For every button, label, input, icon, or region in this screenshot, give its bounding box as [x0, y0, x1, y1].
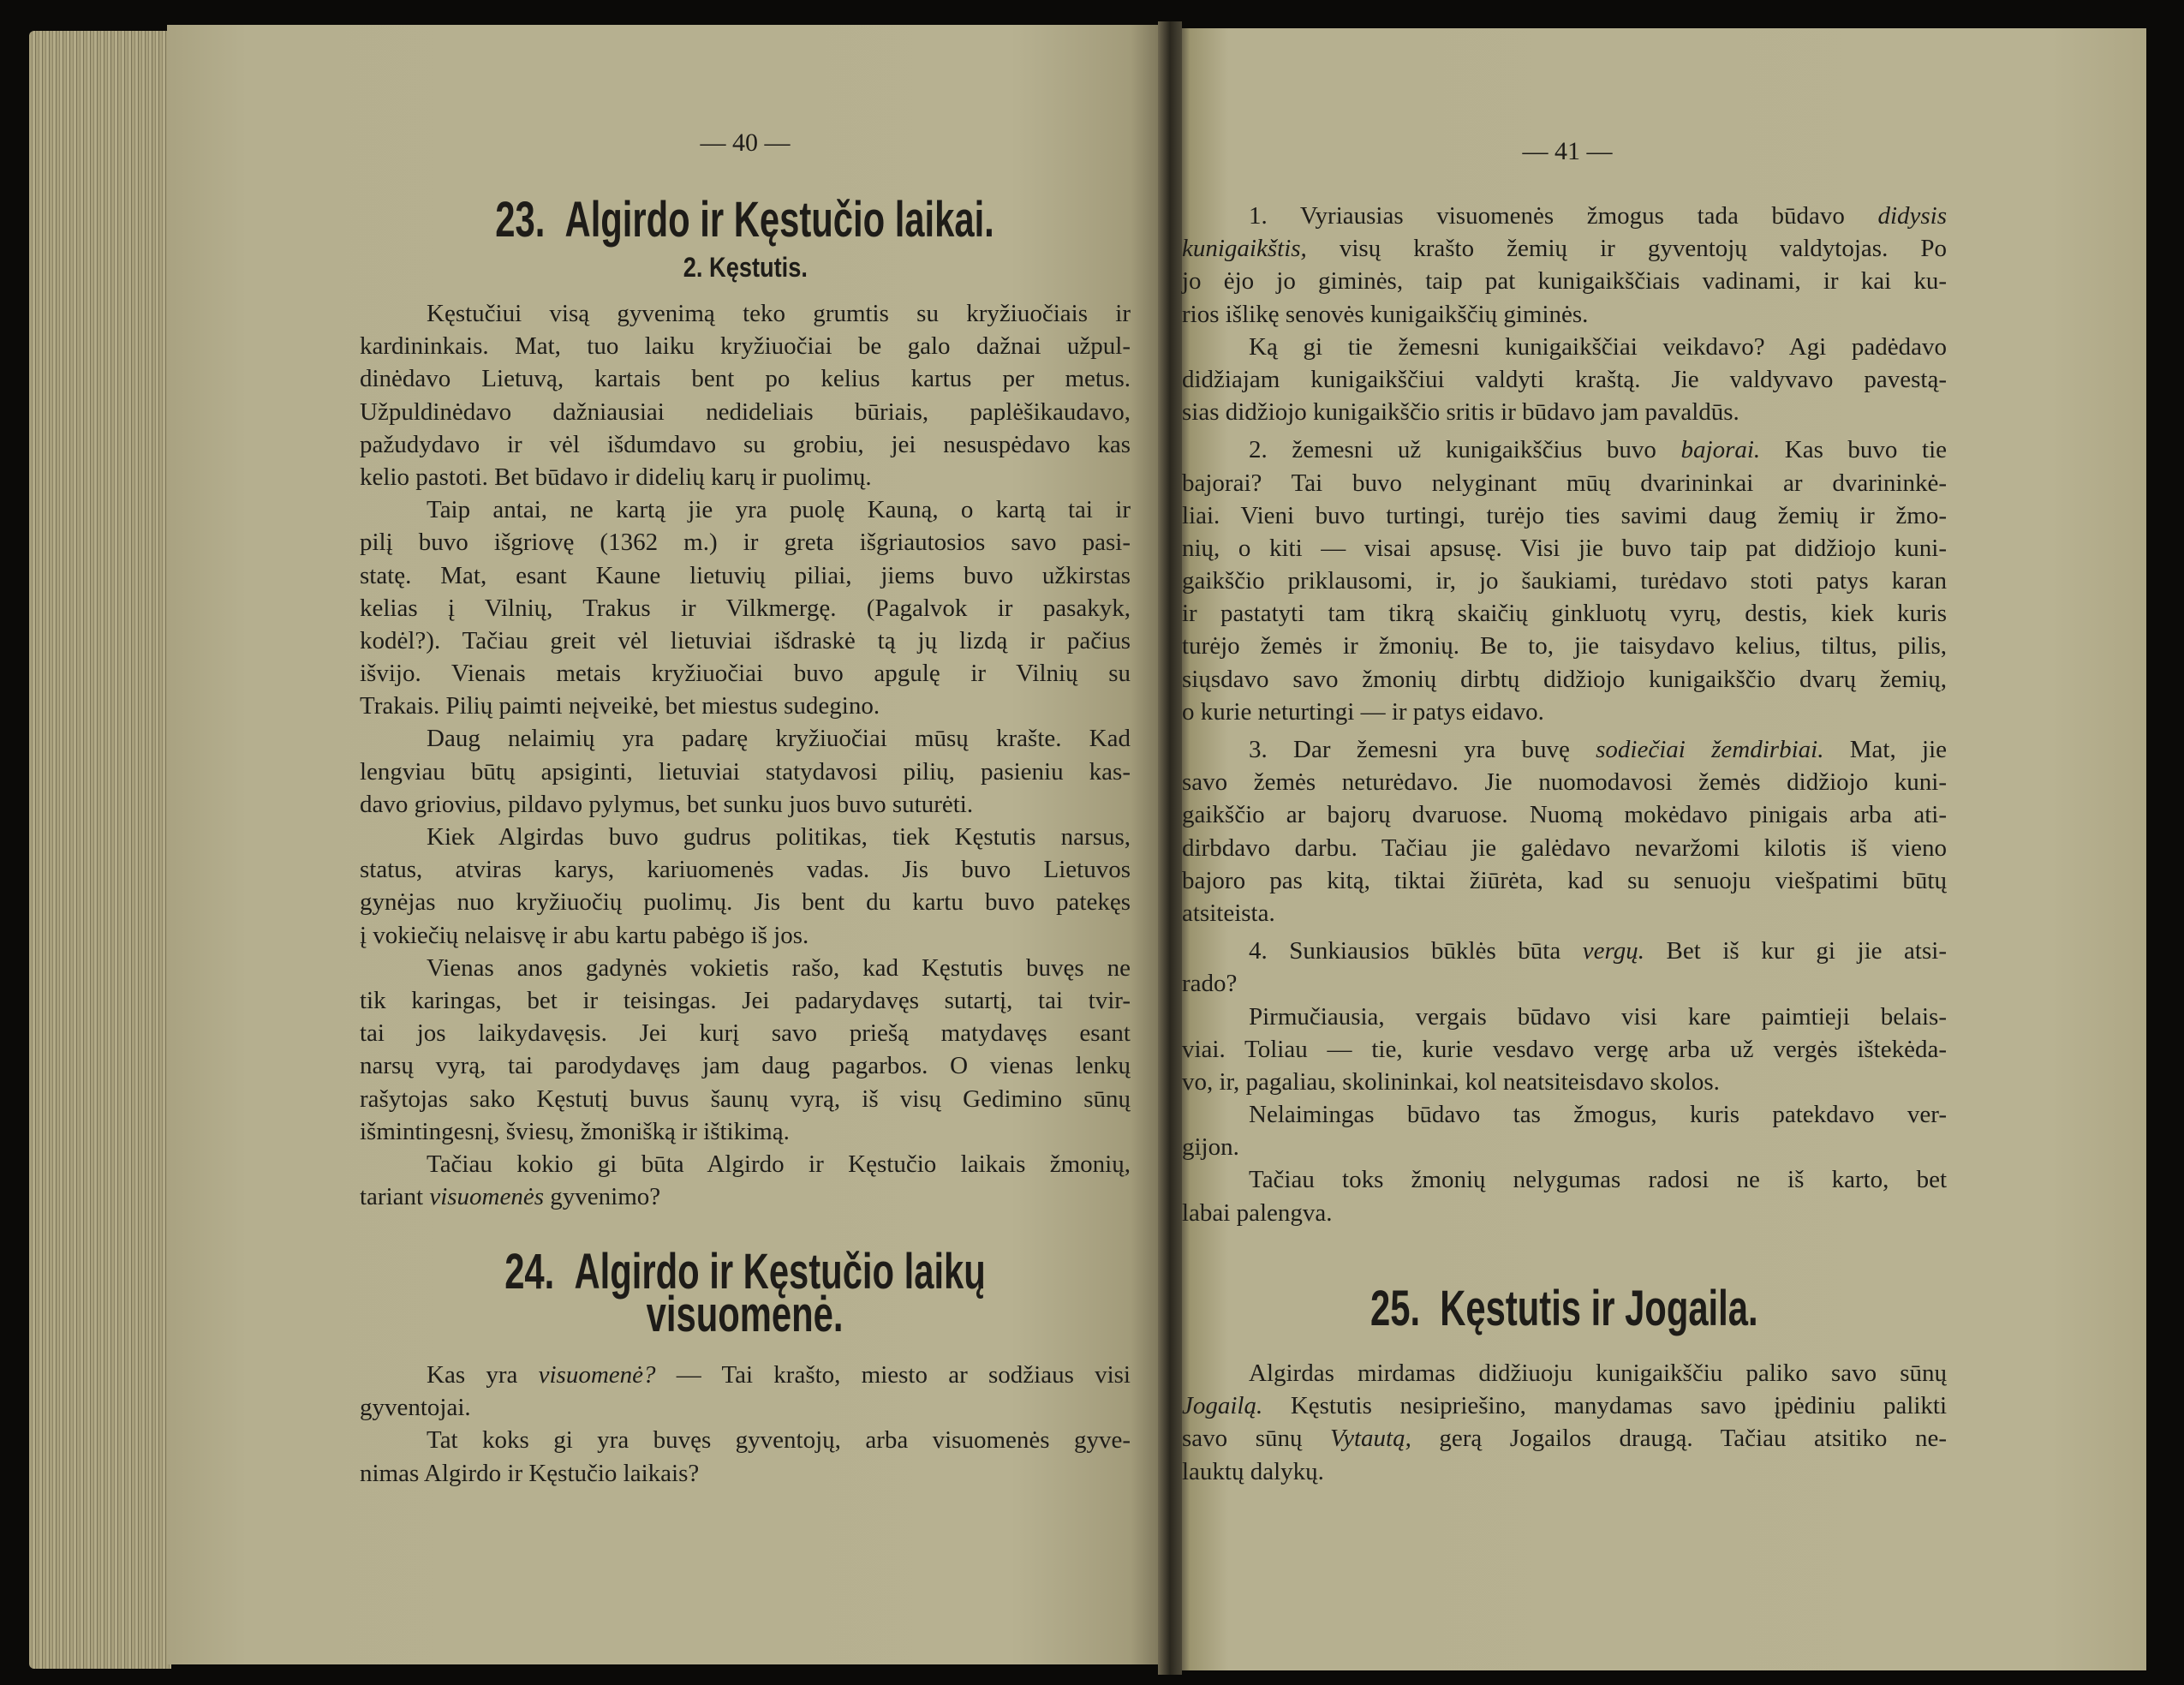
text-line: [360, 1359, 1131, 1391]
text-span: — Tai krašto, miesto ar sodžiaus visi: [655, 1361, 1131, 1389]
paragraph: [360, 821, 1131, 952]
text-line: labai palengva.: [1182, 1198, 1333, 1227]
subheading-text: 2. Kęstutis.: [683, 252, 808, 283]
text-span: savo sūnų: [1182, 1425, 1331, 1453]
italic-term: kunigaikštis,: [1182, 235, 1307, 263]
chapter-title: Algirdo ir Kęstučio laikai.: [565, 192, 995, 248]
text-line: davo griovius, pildavo pylymus, bet sunku juos buvo suturėti.: [360, 790, 974, 818]
text-line: lengviau būtų apsiginti, lietuviai statydavosi pilių, pasieniu kas-: [360, 757, 1131, 786]
text-line: Ką gi tie žemesni kunigaikščiai veikdavo? Agi padėdavo: [1249, 332, 1947, 361]
italic-term: Jogailą.: [1182, 1392, 1263, 1420]
text-line: [1182, 200, 1947, 232]
paragraph: [360, 1148, 1131, 1213]
paragraph: [360, 493, 1131, 722]
text-line: [1182, 433, 1947, 466]
text-line: Nelaimingas būdavo tas žmogus, kuris patekdavo ver-: [1249, 1101, 1947, 1129]
paragraph: [1182, 1098, 1947, 1163]
text-span: gerą Jogailos draugą. Tačiau atsitiko ne-: [1411, 1425, 1947, 1453]
paragraph: [1182, 1001, 1947, 1099]
italic-term: Vytautą,: [1330, 1425, 1411, 1453]
chapter-title-line2: visuomenė.: [647, 1287, 844, 1342]
text-span: Mat, jie: [1823, 736, 1948, 763]
text-line: kelias į Vilnių, Trakus ir Vilkmergę. (Pagalvok ir pasakyk,: [360, 594, 1131, 622]
text-line: nimas Algirdo ir Kęstučio laikais?: [360, 1459, 700, 1487]
text-line: gaikščio priklausomi, ir, jo šaukiami, turėdavo stoti patys karan: [1182, 567, 1947, 595]
chapter-title-line1: Algirdo ir Kęstučio laikų: [574, 1244, 986, 1300]
book-gutter: [1158, 21, 1182, 1675]
text-span: gyvenimo?: [544, 1183, 661, 1211]
paragraph: [1182, 433, 1947, 728]
text-line: Algirdas mirdamas didžiuoju kunigaikščiu paliko savo sūnų: [1249, 1359, 1947, 1387]
chapter-number: 25.: [1370, 1281, 1421, 1336]
text-span: 3. Dar žemesni yra buvę: [1249, 736, 1596, 763]
paragraph: [360, 722, 1131, 821]
paragraph: [1182, 1163, 1947, 1228]
text-span: 4. Sunkiausios būklės būta: [1249, 937, 1583, 965]
text-line: [1182, 232, 1947, 265]
text-line: kardininkais. Mat, tuo laiku kryžiuočiai be galo dažnai užpul-: [360, 332, 1131, 361]
subheading: [360, 252, 1131, 284]
text-line: Daug nelaimių yra padarę kryžiuočiai mūsų krašte. Kad: [427, 725, 1131, 753]
text-span: visų krašto žemių ir gyventojų valdytojas. Po: [1306, 235, 1947, 263]
text-line: gyventojai.: [360, 1394, 471, 1422]
text-line: [360, 1180, 1131, 1213]
text-line: pilį buvo išgriovę (1362 m.) ir greta išgriautosios savo pasi-: [360, 529, 1131, 557]
italic-term: visuomenės: [429, 1183, 545, 1211]
text-line: bajoro pas kitą, tiktai žiūrėta, kad su senuoju viešpatimi būtų: [1182, 866, 1947, 894]
text-line: [1182, 733, 1947, 766]
italic-term: visuomenė?: [538, 1361, 656, 1389]
paragraph: [1182, 331, 1947, 429]
text-line: dinėdavo Lietuvą, kartais bent po kelius kartus per metus.: [360, 365, 1131, 393]
text-line: [1182, 935, 1947, 967]
text-span: Kas buvo tie: [1760, 436, 1947, 464]
paragraph: [1182, 1357, 1947, 1488]
paragraph: [360, 952, 1131, 1148]
text-line: statę. Mat, esant Kaune lietuvių piliai, jiems buvo užkirstas: [360, 561, 1131, 589]
text-line: Pirmučiausia, vergais būdavo visi kare paimtieji belais-: [1249, 1002, 1947, 1031]
text-line: vo, ir, pagaliau, skolininkai, kol neatsiteisdavo skolos.: [1182, 1067, 1720, 1096]
text-line: į vokiečių nelaisvę ir abu kartu pabėgo iš jos.: [360, 921, 809, 949]
text-span: 2. žemesni už kunigaikščius buvo: [1249, 436, 1681, 464]
text-line: didžiajam kunigaikščiui valdyti kraštą. Jie valdyvavo pavestą-: [1182, 365, 1947, 393]
text-line: gaikščio ar bajorų dvaruose. Nuomą mokėdavo pinigais arba ati-: [1182, 801, 1947, 829]
text-line: gijon.: [1182, 1133, 1239, 1162]
left-body-text-24: [360, 1359, 1131, 1490]
chapter-title: Kęstutis ir Jogaila.: [1440, 1281, 1758, 1336]
text-line: dirbdavo darbu. Tačiau jie galėdavo nevaržomi kilotis iš vieno: [1182, 834, 1947, 862]
chapter-number: 23.: [495, 192, 546, 248]
text-line: kelio pastoti. Bet būdavo ir didelių karų ir puolimų.: [360, 463, 872, 491]
paragraph: [1182, 733, 1947, 929]
paragraph: [360, 1424, 1131, 1489]
text-line: rado?: [1182, 970, 1238, 998]
text-line: savo žemės neturėdavo. Jie nuomodavosi žemės didžiojo kuni-: [1182, 768, 1947, 797]
italic-term: bajorai.: [1680, 436, 1761, 464]
text-line: pažudydavo ir vėl išdumdavo su grobiu, jei nesuspėdavo kas: [360, 430, 1131, 458]
text-line: tai jos laikydavęsis. Jei kurį savo priešą matydavęs esant: [360, 1019, 1131, 1048]
text-line: liai. Vieni buvo turtingi, turėjo ties savimi daug žemių ir žmo-: [1182, 501, 1947, 529]
text-line: Tačiau toks žmonių nelygumas radosi ne iš karto, bet: [1249, 1166, 1947, 1194]
text-line: Kęstučiui visą gyvenimą teko grumtis su kryžiuočiais ir: [427, 300, 1131, 327]
paragraph: [1182, 935, 1947, 1000]
text-line: status, atviras karys, kariuomenės vadas. Jis buvo Lietuvos: [360, 856, 1131, 884]
text-line: [1182, 1389, 1947, 1422]
text-line: Užpuldinėdavo dažniausiai nedideliais būriais, paplėšikaudavo,: [360, 397, 1131, 426]
text-line: turėjo žemės ir žmonių. Be to, jie taisydavo kelius, tiltus, pilis,: [1182, 632, 1947, 660]
book-page-edges: [29, 31, 171, 1669]
right-body-text: [1182, 200, 1947, 1229]
text-span: tariant: [360, 1183, 430, 1211]
paragraph: [1182, 200, 1947, 331]
text-line: ir pastatyti tam tikrą skaičių ginkluotų vyrų, destis, kiek kuris: [1182, 600, 1947, 628]
text-line: Vienas anos gadynės vokietis rašo, kad Kęstutis buvęs ne: [427, 953, 1131, 982]
text-line: siųsdavo savo žmonių dirbtų didžiojo kunigaikščio dvarų žemių,: [1182, 665, 1947, 693]
text-line: bajorai? Tai buvo nelyginant mūų dvarininkai ar dvarininkė-: [1182, 469, 1947, 497]
text-span: Bet iš kur gi jie atsi-: [1644, 937, 1947, 965]
text-span: 1. Vyriausias visuomenės žmogus tada būdavo: [1249, 202, 1878, 230]
text-span: Kęstutis nesipriešino, manydamas savo įpėdiniu palikti: [1262, 1392, 1947, 1420]
text-line: [1182, 1422, 1947, 1455]
italic-term: sodiečiai žemdirbiai.: [1596, 736, 1824, 763]
text-line: Tačiau kokio gi būta Algirdo ir Kęstučio laikais žmonių,: [427, 1150, 1131, 1178]
text-line: kodėl?). Tačiau greit vėl lietuviai išdraskė tą jų lizdą ir pačius: [360, 626, 1131, 654]
text-line: jo ėjo jo giminės, taip pat kunigaikščiais vadinami, ir kai ku-: [1182, 267, 1947, 296]
chapter-heading-25: [1182, 1281, 1947, 1336]
paragraph: [360, 1359, 1131, 1424]
page-number-right: — 41 —: [1522, 137, 1613, 165]
chapter-number: 24.: [504, 1244, 555, 1300]
text-line: Taip antai, ne kartą jie yra puolę Kauną, o kartą tai ir: [427, 496, 1131, 524]
text-line: narsų vyrą, tai parodydavęs jam daug pagarbos. O vienas lenkų: [360, 1052, 1131, 1080]
text-line: lauktų dalykų.: [1182, 1457, 1324, 1485]
chapter-heading-23: [360, 192, 1131, 248]
page-number-left: — 40 —: [700, 128, 791, 157]
text-line: rašytojas sako Kęstutį buvus šaunų vyrą, iš visų Gedimino sūnų: [360, 1084, 1131, 1113]
text-line: tik karingas, bet ir teisingas. Jei padarydavęs sutartį, tai tvir-: [360, 986, 1131, 1014]
text-line: gynėjas nuo kryžiuočių puolimų. Jis bent du kartu buvo patekęs: [360, 888, 1131, 917]
text-line: sias didžiojo kunigaikščio sritis ir būdavo jam pavaldūs.: [1182, 398, 1739, 427]
text-line: išvijo. Vienais metais kryžiuočiai buvo apgulę ir Vilnių su: [360, 660, 1131, 688]
text-line: atsiteista.: [1182, 899, 1275, 927]
text-line: o kurie neturtingi — ir patys eidavo.: [1182, 697, 1544, 726]
italic-term: didysis: [1877, 202, 1947, 230]
paragraph: [360, 297, 1131, 493]
text-line: nių, o kiti — visai apsusę. Visi jie buvo taip pat didžiojo kuni-: [1182, 534, 1947, 562]
text-line: Tat koks gi yra buvęs gyventojų, arba visuomenės gyve-: [427, 1426, 1131, 1455]
text-span: Kas yra: [427, 1361, 539, 1389]
text-line: viai. Toliau — tie, kurie vesdavo vergę arba už vergės ištekėda-: [1182, 1035, 1947, 1063]
left-body-text: [360, 297, 1131, 1213]
italic-term: vergų.: [1582, 937, 1644, 965]
text-line: Kiek Algirdas buvo gudrus politikas, tiek Kęstutis narsus,: [427, 823, 1131, 851]
chapter-heading-24: [360, 1244, 1131, 1342]
text-line: Trakais. Pilių paimti neįveikė, bet miestus sudegino.: [360, 692, 880, 720]
text-line: išmintingesnį, šviesų, žmonišką ir ištikimą.: [360, 1117, 790, 1145]
text-line: rios išlikę senovės kunigaikščių giminės.: [1182, 300, 1589, 328]
right-body-text-25: [1182, 1357, 1947, 1488]
